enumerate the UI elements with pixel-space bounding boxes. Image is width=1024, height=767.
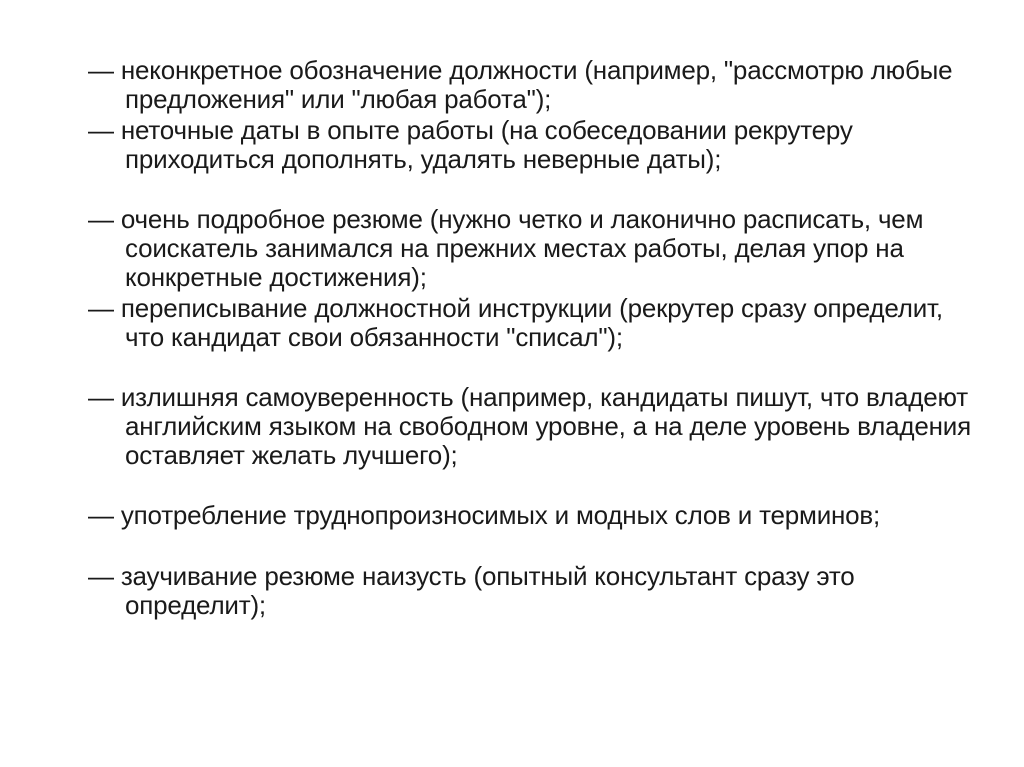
bullet-line: — заучивание резюме наизусть (опытный консультант сразу это: [88, 561, 855, 591]
bullet-line: предложения" или "любая работа");: [125, 84, 552, 114]
bullet-item: [88, 56, 1000, 114]
bullet-line: что кандидат свои обязанности "списал");: [125, 322, 623, 352]
bullet-line: оставляет желать лучшего);: [125, 440, 458, 470]
bullet-item: [88, 383, 1000, 470]
bullet-line: — переписывание должностной инструкции (рекрутер сразу определит,: [88, 293, 943, 323]
bullet-item: [88, 294, 1000, 352]
bullet-line: — очень подробное резюме (нужно четко и лаконично расписать, чем: [88, 204, 924, 234]
bullet-line: приходиться дополнять, удалять неверные даты);: [125, 144, 722, 174]
bullet-item: [88, 501, 1000, 530]
bullet-item: [88, 562, 1000, 620]
bullet-item: [88, 116, 1000, 174]
bullet-line: — неконкретное обозначение должности (например, "рассмотрю любые: [88, 55, 953, 85]
bullet-line: — излишняя самоуверенность (например, кандидаты пишут, что владеют: [88, 382, 968, 412]
bullet-line: — неточные даты в опыте работы (на собеседовании рекрутеру: [88, 115, 853, 145]
bullet-line: английским языком на свободном уровне, а на деле уровень владения: [125, 411, 971, 441]
bullet-line: конкретные достижения);: [125, 262, 427, 292]
bullet-item: [88, 205, 1000, 292]
bullet-line: соискатель занимался на прежних местах работы, делая упор на: [125, 233, 904, 263]
bullet-line: — употребление труднопроизносимых и модных слов и терминов;: [88, 500, 881, 530]
bullet-line: определит);: [125, 590, 266, 620]
